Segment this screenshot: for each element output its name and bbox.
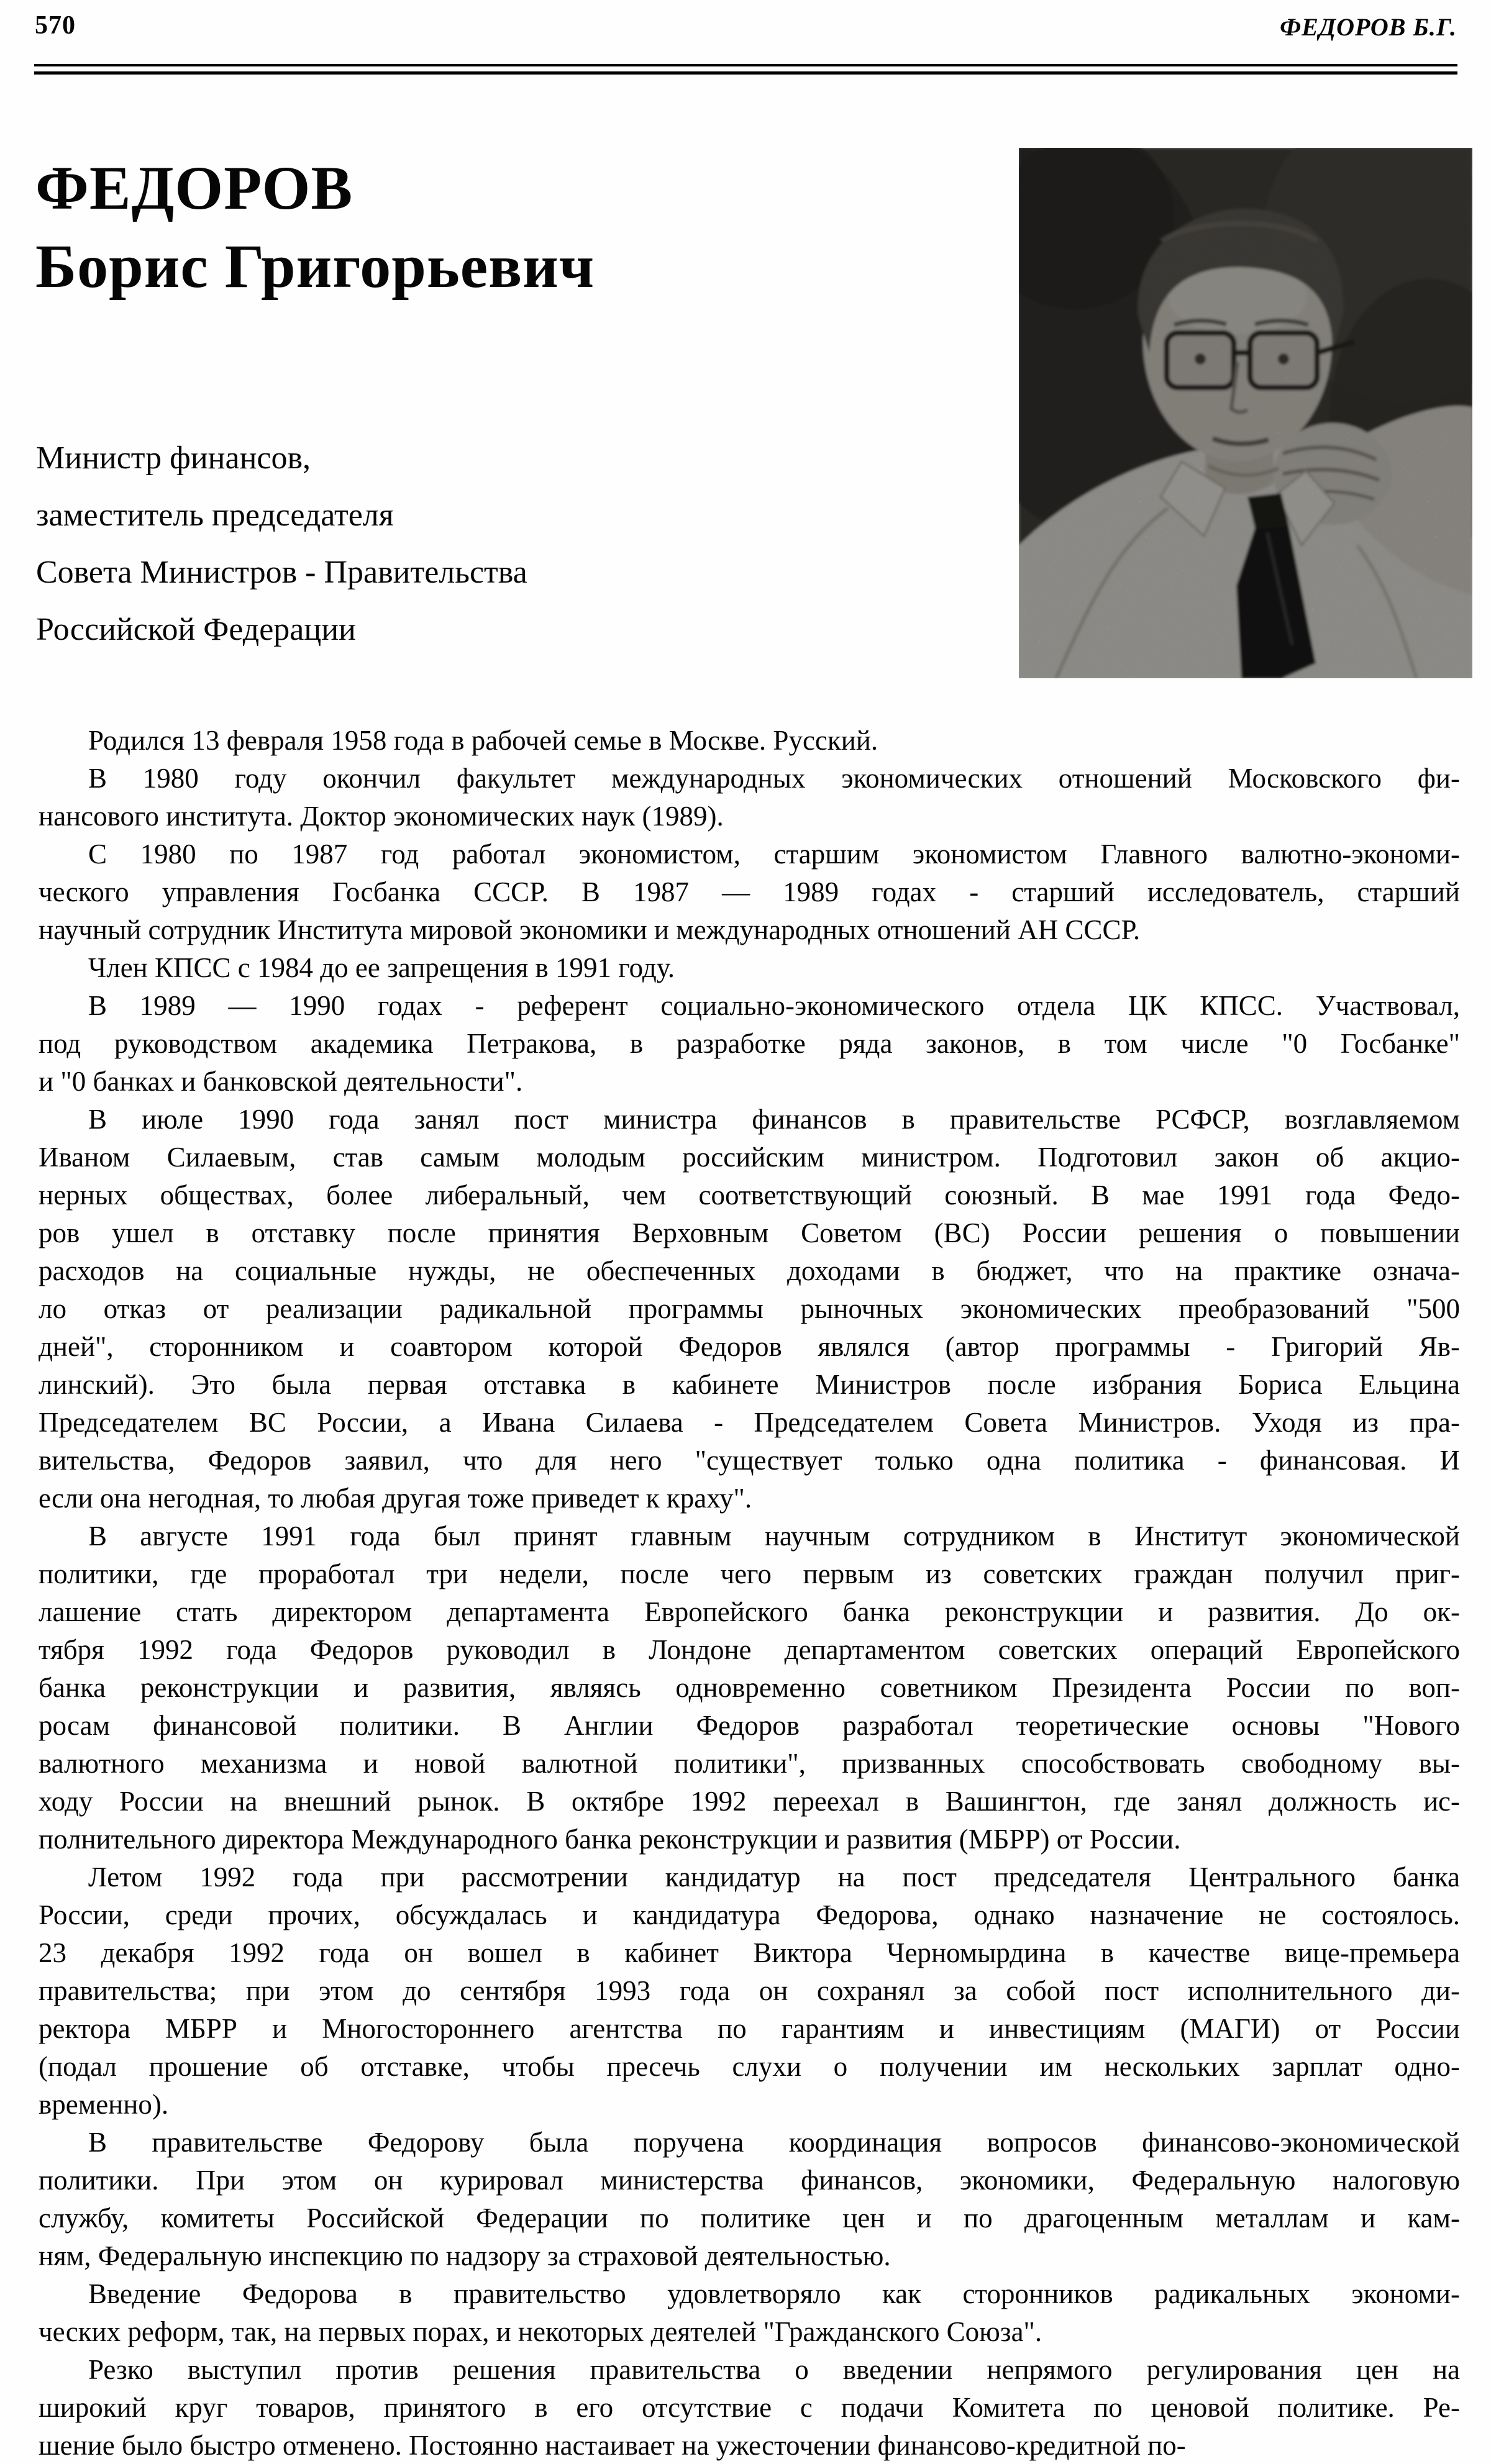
- portrait-image: [1019, 148, 1472, 678]
- text-line: В правительстве Федорову была поручена координация вопросов финансово-экономической: [88, 2127, 1460, 2158]
- paragraph: [39, 2124, 1460, 2275]
- text-line: дней", сторонником и соавтором которой Федоров являлся (автор программы - Григорий Яв-: [39, 1331, 1460, 1362]
- entry-position: [36, 430, 527, 658]
- text-line: В июле 1990 года занял пост министра финансов в правительстве РСФСР, возглавляемом: [88, 1104, 1460, 1135]
- text-line: Летом 1992 года при рассмотрении кандидатур на пост председателя Центрального банка: [88, 1862, 1460, 1893]
- text-line: (подал прошение об отставке, чтобы пресечь слухи о получении им нескольких зарплат одно-: [39, 2051, 1460, 2082]
- text-line: В 1989 — 1990 годах - референт социально-экономического отдела ЦК КПСС. Участвовал,: [88, 990, 1460, 1021]
- text-line: лашение стать директором департамента Европейского банка реконструкции и развития. До ок-: [39, 1596, 1460, 1627]
- text-line: банка реконструкции и развития, являясь одновременно советником Президента России по воп-: [39, 1672, 1460, 1703]
- text-line: валютного механизма и новой валютной политики", призванных способствовать свободному вы-: [39, 1748, 1460, 1779]
- text-line: С 1980 по 1987 год работал экономистом, старшим экономистом Главного валютно-экономи-: [88, 839, 1460, 870]
- text-line: если она негодная, то любая другая тоже приведет к краху".: [39, 1483, 752, 1514]
- text-line: тября 1992 года Федоров руководил в Лондоне департаментом советских операций Европейского: [39, 1634, 1460, 1665]
- paragraph: [39, 1858, 1460, 2124]
- entry-title: [35, 149, 595, 306]
- text-line: Резко выступил против решения правительства о введении непрямого регулирования цен на: [88, 2354, 1460, 2385]
- text-line: политики. При этом он курировал министерства финансов, экономики, Федеральную налоговую: [39, 2165, 1460, 2196]
- text-line: ческих реформ, так, на первых порах, и некоторых деятелей "Гражданского Союза".: [39, 2316, 1042, 2347]
- body-text: [39, 722, 1460, 2464]
- position-line: Совета Министров - Правительства: [36, 555, 527, 590]
- text-line: и "0 банках и банковской деятельности".: [39, 1066, 523, 1097]
- text-line: ходу России на внешний рынок. В октябре 1992 переехал в Вашингтон, где занял должность ис-: [39, 1786, 1460, 1817]
- paragraph: [39, 835, 1460, 949]
- paragraph: [39, 2351, 1460, 2464]
- text-line: ров ушел в отставку после принятия Верховным Советом (ВС) России решения о повышении: [39, 1217, 1460, 1248]
- text-line: росам финансовой политики. В Англии Федоров разработал теоретические основы "Нового: [39, 1710, 1460, 1741]
- entry-surname: ФЕДОРОВ: [35, 153, 353, 222]
- text-line: линский). Это была первая отставка в кабинете Министров после избрания Бориса Ельцина: [39, 1369, 1460, 1400]
- text-line: Член КПСС с 1984 до ее запрещения в 1991 году.: [88, 952, 675, 983]
- paragraph: [39, 987, 1460, 1101]
- text-line: научный сотрудник Института мировой экономики и международных отношений АН СССР.: [39, 914, 1141, 945]
- text-line: Введение Федорова в правительство удовлетворяло как сторонников радикальных экономи-: [88, 2278, 1460, 2309]
- text-line: ческого управления Госбанка СССР. В 1987 — 1989 годах - старший исследователь, старший: [39, 876, 1460, 907]
- entry-name-patronymic: Борис Григорьевич: [35, 232, 595, 301]
- position-line: Министр финансов,: [36, 440, 311, 476]
- text-line: нерных обществах, более либеральный, чем соответствующий союзный. В мае 1991 года Федо-: [39, 1180, 1460, 1211]
- text-line: под руководством академика Петракова, в разработке ряда законов, в том числе "0 Госбанке": [39, 1028, 1460, 1059]
- text-line: Родился 13 февраля 1958 года в рабочей семье в Москве. Русский.: [88, 725, 878, 756]
- text-line: ректора МБРР и Многостороннего агентства по гарантиям и инвестициям (МАГИ) от России: [39, 2013, 1460, 2044]
- position-line: заместитель председателя: [36, 498, 394, 533]
- header-rule: [34, 64, 1457, 75]
- portrait-photo: [1019, 148, 1472, 678]
- paragraph: [39, 1517, 1460, 1858]
- photo-grain: [1019, 148, 1472, 678]
- paragraph: [39, 760, 1460, 835]
- text-line: политики, где проработал три недели, после чего первым из советских граждан получил приг-: [39, 1558, 1460, 1589]
- paragraph: [39, 2275, 1460, 2351]
- text-line: временно).: [39, 2089, 169, 2120]
- text-line: расходов на социальные нужды, не обеспеченных доходами в бюджет, что на практике означа-: [39, 1255, 1460, 1286]
- paragraph: [39, 1101, 1460, 1517]
- text-line: В августе 1991 года был принят главным научным сотрудником в Институт экономической: [88, 1521, 1460, 1552]
- text-line: Иваном Силаевым, став самым молодым российским министром. Подготовил закон об акцио-: [39, 1142, 1460, 1173]
- paragraph: [39, 949, 1460, 987]
- text-line: службу, комитеты Российской Федерации по политике цен и по драгоценным металлам и кам-: [39, 2203, 1460, 2234]
- position-line: Российской Федерации: [36, 612, 356, 647]
- text-line: 23 декабря 1992 года он вошел в кабинет Виктора Черномырдина в качестве вице-премьера: [39, 1937, 1460, 1968]
- text-line: В 1980 году окончил факультет международных экономических отношений Московского фи-: [88, 763, 1460, 794]
- text-line: России, среди прочих, обсуждалась и кандидатура Федорова, однако назначение не состоялось.: [39, 1899, 1460, 1930]
- paragraph: [39, 722, 1460, 760]
- text-line: нансового института. Доктор экономических наук (1989).: [39, 801, 724, 832]
- text-line: правительства; при этом до сентября 1993 года он сохранял за собой пост исполнительного ди-: [39, 1975, 1460, 2006]
- text-line: полнительного директора Международного банка реконструкции и развития (МБРР) от России.: [39, 1824, 1181, 1855]
- text-line: ло отказ от реализации радикальной программы рыночных экономических преобразований "500: [39, 1293, 1460, 1324]
- text-line: вительства, Федоров заявил, что для него "существует только одна политика - финансовая. И: [39, 1445, 1460, 1476]
- text-line: широкий круг товаров, принятого в его отсутствие с подачи Комитета по ценовой политике. Ре-: [39, 2392, 1460, 2423]
- text-line: ням, Федеральную инспекцию по надзору за страховой деятельностью.: [39, 2240, 891, 2271]
- text-line: шение было быстро отменено. Постоянно настаивает на ужесточении финансово-кредитной по-: [39, 2430, 1186, 2461]
- running-header: ФЕДОРОВ Б.Г.: [1280, 13, 1457, 41]
- text-line: Председателем ВС России, а Ивана Силаева - Председателем Совета Министров. Уходя из пра-: [39, 1407, 1460, 1438]
- page-number: 570: [35, 11, 76, 40]
